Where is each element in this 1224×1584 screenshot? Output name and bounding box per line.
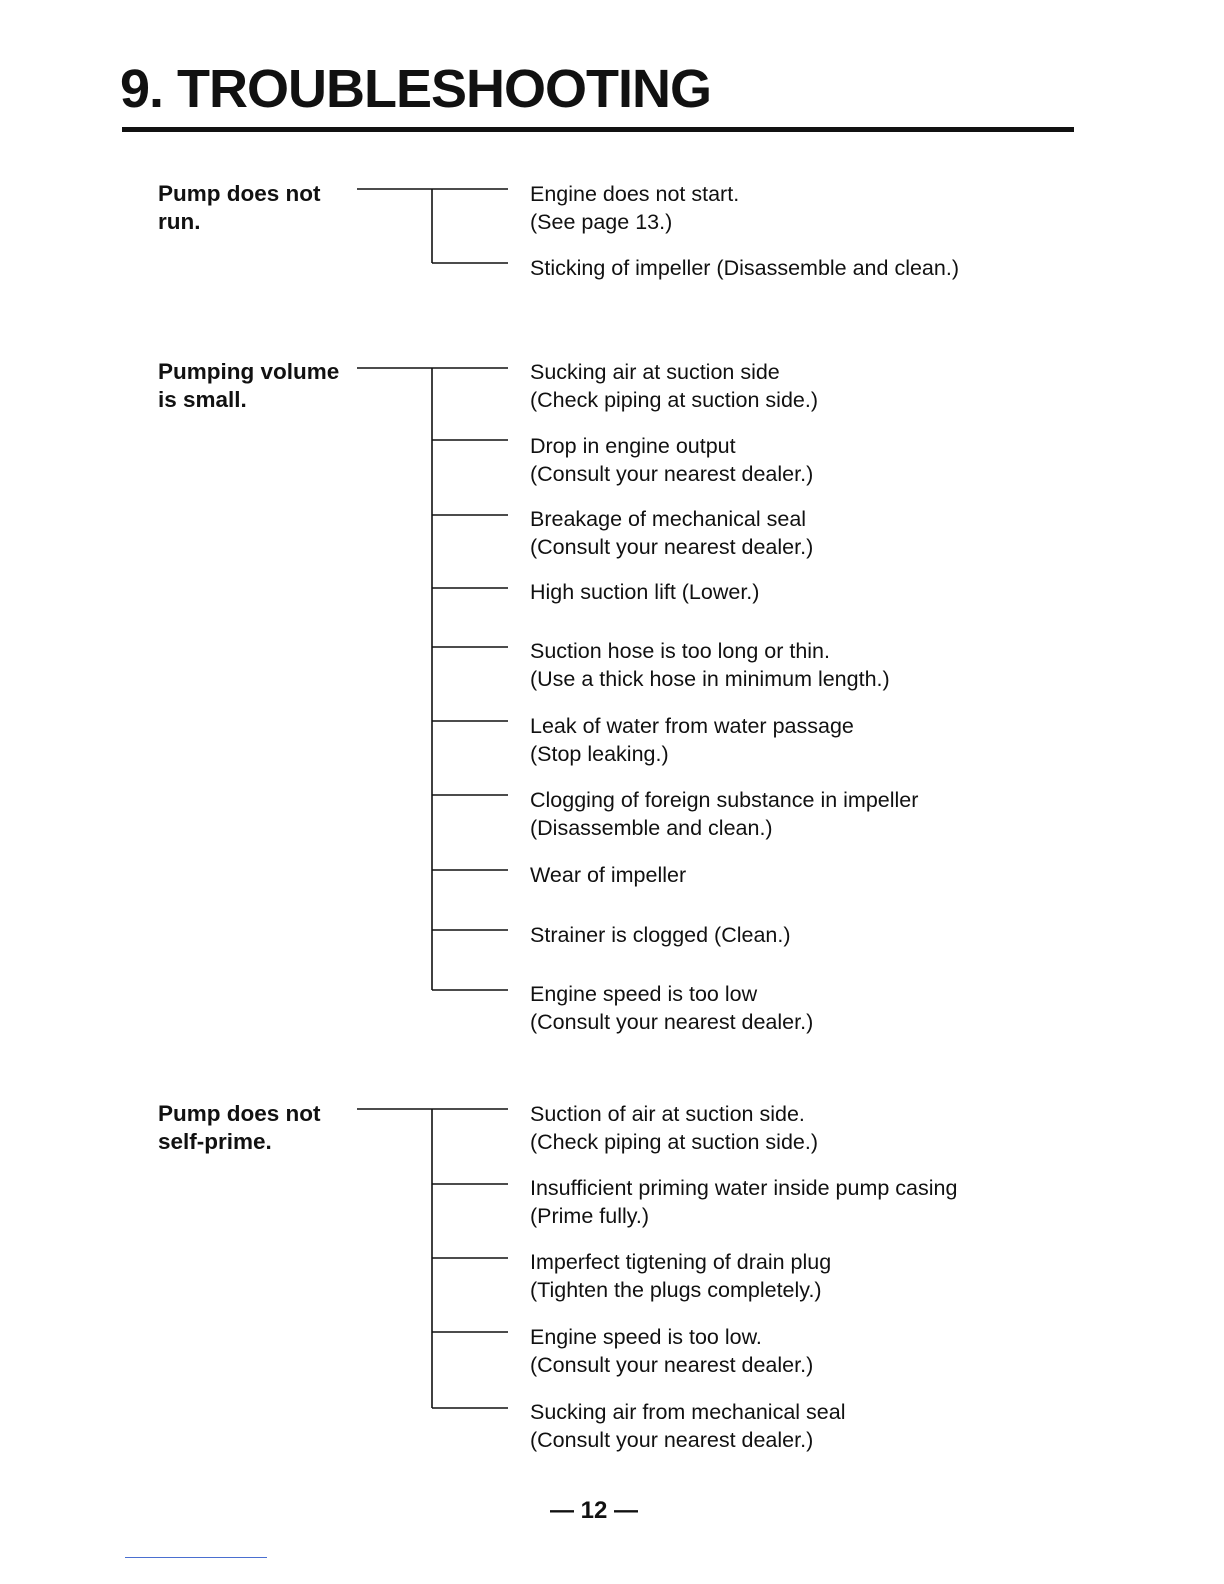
problem-label-pump-not-self-prime <box>158 1100 321 1156</box>
cause-item <box>530 578 759 606</box>
cause-line: (Use a thick hose in minimum length.) <box>530 667 890 691</box>
cause-line: (Disassemble and clean.) <box>530 816 773 840</box>
cause-item <box>530 1323 813 1379</box>
cause-line: High suction lift (Lower.) <box>530 580 760 604</box>
problem-label-line: Pumping volume <box>158 359 340 384</box>
page-title: 9. TROUBLESHOOTING <box>120 59 712 119</box>
cause-item <box>530 254 959 282</box>
cause-line: Engine speed is too low <box>530 982 758 1006</box>
cause-line: Drop in engine output <box>530 434 736 458</box>
cause-line: (Prime fully.) <box>530 1204 650 1228</box>
cause-line: Breakage of mechanical seal <box>530 507 807 531</box>
cause-line: Imperfect tigtening of drain plug <box>530 1250 832 1274</box>
cause-line: (Consult your nearest dealer.) <box>530 535 814 559</box>
cause-item <box>530 432 813 488</box>
cause-line: Sucking air at suction side <box>530 360 780 384</box>
cause-item <box>530 180 739 236</box>
cause-line: Engine speed is too low. <box>530 1325 762 1349</box>
cause-item <box>530 1398 845 1454</box>
cause-line: Strainer is clogged (Clean.) <box>530 923 791 947</box>
cause-line: (Consult your nearest dealer.) <box>530 1010 814 1034</box>
cause-line: Sucking air from mechanical seal <box>530 1400 846 1424</box>
problem-label-line: is small. <box>158 387 247 412</box>
cause-item <box>530 1174 957 1230</box>
problem-label-line: self-prime. <box>158 1129 272 1154</box>
cause-item <box>530 1248 831 1304</box>
cause-line: Sticking of impeller (Disassemble and clean.) <box>530 256 959 280</box>
cause-line: Clogging of foreign substance in impeller <box>530 788 919 812</box>
cause-line: (Consult your nearest dealer.) <box>530 1428 814 1452</box>
cause-line: Engine does not start. <box>530 182 740 206</box>
problem-label-line: run. <box>158 209 201 234</box>
page-number: — 12 — <box>549 1497 639 1524</box>
cause-item <box>530 980 813 1036</box>
cause-line: (Consult your nearest dealer.) <box>530 462 814 486</box>
cause-item <box>530 637 890 693</box>
cause-item <box>530 712 854 768</box>
cause-line: (Check piping at suction side.) <box>530 388 819 412</box>
cause-line: Leak of water from water passage <box>530 714 854 738</box>
cause-item <box>530 505 813 561</box>
cause-line: Insufficient priming water inside pump casing <box>530 1176 958 1200</box>
title-underline <box>122 127 1074 132</box>
cause-item <box>530 1100 818 1156</box>
cause-line: (See page 13.) <box>530 210 673 234</box>
cause-item <box>530 786 918 842</box>
cause-line: (Check piping at suction side.) <box>530 1130 819 1154</box>
cause-item <box>530 921 791 949</box>
cause-line: Suction hose is too long or thin. <box>530 639 830 663</box>
cause-item <box>530 358 818 414</box>
cause-line: Suction of air at suction side. <box>530 1102 805 1126</box>
cause-line: Wear of impeller <box>530 863 687 887</box>
footer-rule <box>125 1557 267 1558</box>
problem-label-pumping-volume-small <box>158 358 339 414</box>
cause-line: (Stop leaking.) <box>530 742 669 766</box>
problem-label-line: Pump does not <box>158 181 321 206</box>
cause-line: (Consult your nearest dealer.) <box>530 1353 814 1377</box>
problem-label-line: Pump does not <box>158 1101 321 1126</box>
problem-label-pump-not-run <box>158 180 321 236</box>
cause-line: (Tighten the plugs completely.) <box>530 1278 822 1302</box>
cause-item <box>530 861 686 889</box>
